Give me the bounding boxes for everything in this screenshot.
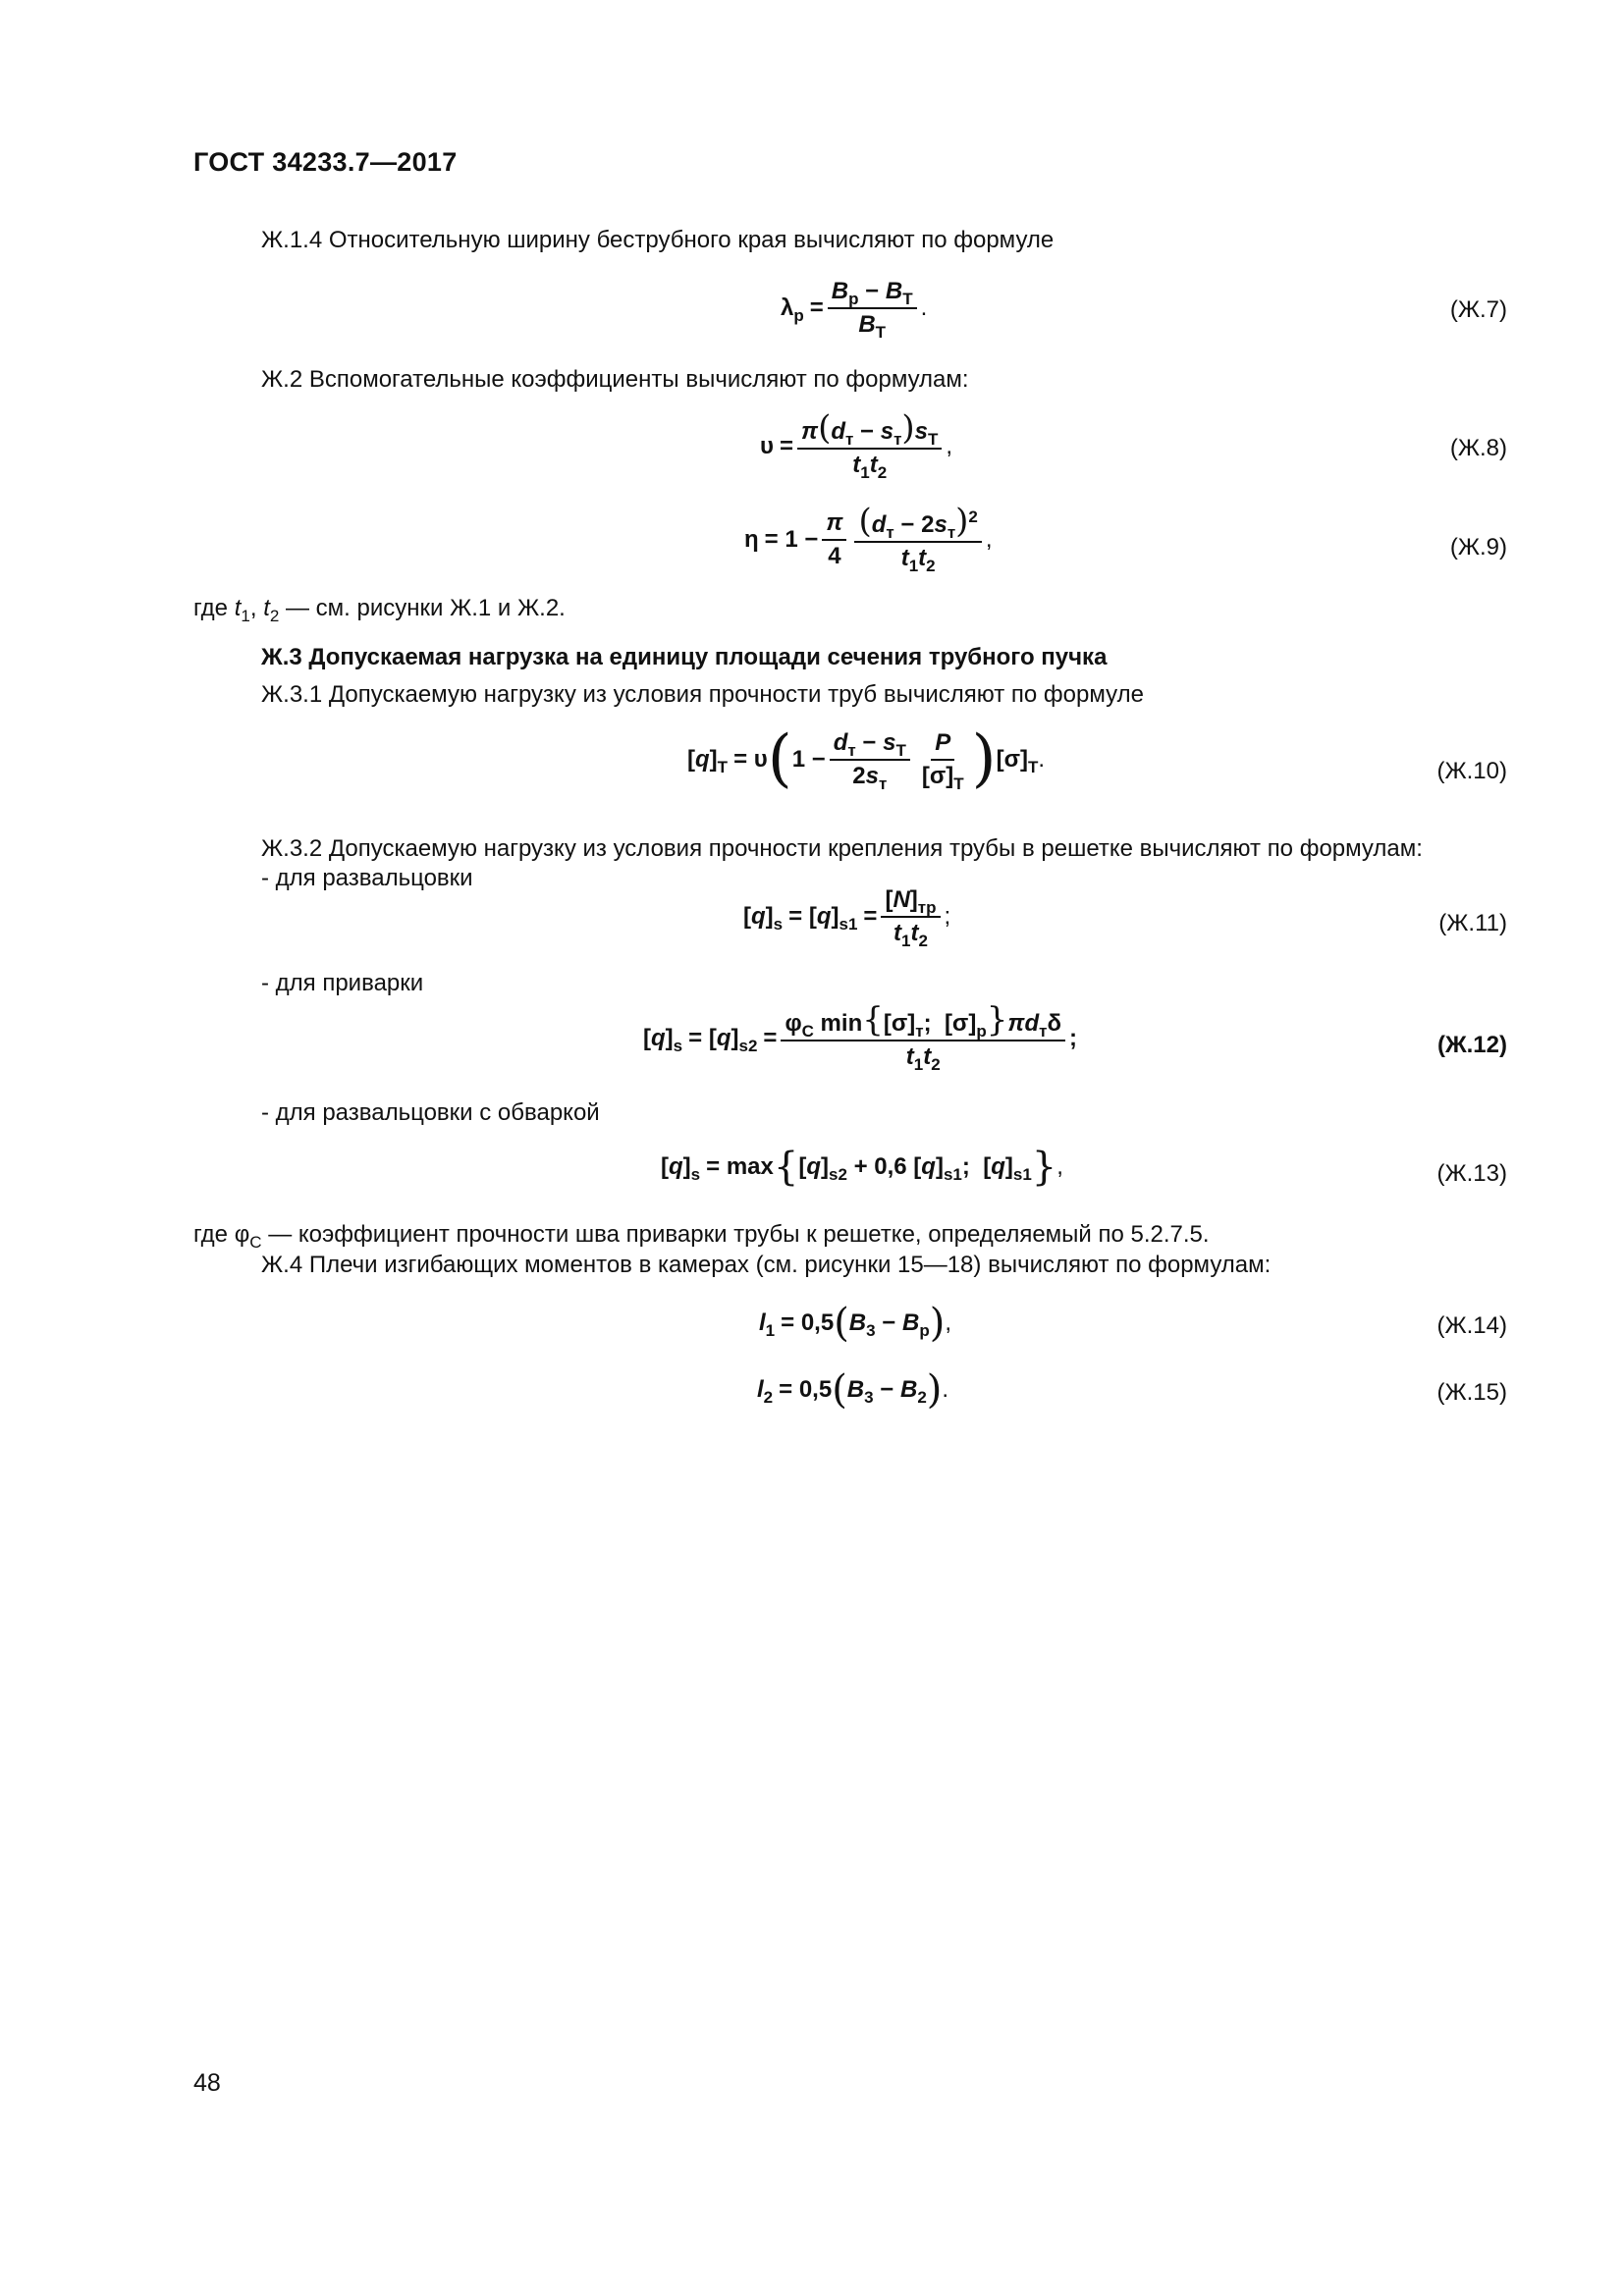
page-number: 48 <box>193 2069 221 2097</box>
symbol-t2-sub: 2 <box>269 607 280 625</box>
list-item-rolling: - для развальцовки <box>261 865 473 891</box>
equation-number-zh-14: (Ж.14) <box>1436 1312 1507 1339</box>
page-header-title: ГОСТ 34233.7—2017 <box>193 147 458 177</box>
equation-number-zh-7: (Ж.7) <box>1449 296 1507 323</box>
list-item-welding: - для приварки <box>261 970 424 996</box>
formula-zh-7: $\lambda_p$ = $\frac{B_p - B_T}{B_T}$ . <box>781 278 928 342</box>
where-prefix: где <box>193 595 235 621</box>
paragraph-zh-1-4: Ж.1.4 Относительную ширину беструбного края вычисляют по формуле <box>261 227 1055 253</box>
symbol-t1: t <box>234 595 242 621</box>
formula-zh-11: $[q]_s$ = $[q]_{s1}$ = $\frac{[N]_{тр}}{t_1t_2}$ ; <box>743 886 951 950</box>
formula-zh-15: $l_2$ = 0,5 ( $B_3 - B_2$ ) . <box>757 1367 949 1413</box>
equation-number-zh-9: (Ж.9) <box>1449 534 1507 561</box>
paragraph-zh-4: Ж.4 Плечи изгибающих моментов в камерах (см. рисунки 15—18) вычисляют по формулам: <box>261 1252 1272 1278</box>
section-heading-zh-3: Ж.3 Допускаемая нагрузка на единицу площади сечения трубного пучка <box>261 644 1108 670</box>
equation-number-zh-13: (Ж.13) <box>1436 1160 1507 1187</box>
formula-zh-13: $[q]_s$ = max { $[q]_{s2} + 0,6$ $[q]_{s1}$; $[q]_{s1}$ } , <box>661 1145 1063 1190</box>
paragraph-where-phi-c <box>193 1220 1210 1250</box>
formula-zh-12: $[q]_s$ = $[q]_{s2}$ = $\frac{\varphi_C \min\{[\sigma]_т; [\sigma]_p\}\pi d_т\delta}{t_1t_2}$ ; <box>643 1000 1078 1074</box>
list-item-rolling-with-welding: - для развальцовки с обваркой <box>261 1099 600 1126</box>
symbol-t1-sub: 1 <box>241 607 250 625</box>
equation-number-zh-15: (Ж.15) <box>1436 1379 1507 1406</box>
where-comma: , <box>249 595 264 621</box>
formula-zh-8: υ = $\frac{\pi(d_т - s_т)s_T}{t_1t_2}$ , <box>760 408 953 482</box>
equation-number-zh-8: (Ж.8) <box>1449 435 1507 461</box>
where-phi-sub: C <box>249 1233 262 1252</box>
where-phi-suffix: — коэффициент прочности шва приварки трубы к решетке, определяемый по 5.2.7.5. <box>261 1221 1210 1248</box>
paragraph-zh-2: Ж.2 Вспомогательные коэффициенты вычисляют по формулам: <box>261 366 969 393</box>
where-suffix: — см. рисунки Ж.1 и Ж.2. <box>279 595 566 621</box>
symbol-t2: t <box>263 595 270 621</box>
equation-number-zh-10: (Ж.10) <box>1436 758 1507 784</box>
paragraph-zh-3-1: Ж.3.1 Допускаемую нагрузку из условия прочности труб вычисляют по формуле <box>261 681 1144 708</box>
formula-zh-9: η = 1 − $\frac{\pi}{4}$ $\frac{(d_т - 2s_т)^2}{t_1t_2}$ , <box>744 502 993 575</box>
where-phi-prefix: где φ <box>193 1221 250 1248</box>
equation-number-zh-11: (Ж.11) <box>1438 910 1507 936</box>
paragraph-where-t1-t2 <box>193 594 566 623</box>
equation-number-zh-12: (Ж.12) <box>1436 1032 1507 1058</box>
formula-zh-14: $l_1$ = 0,5 ( $B_3 - B_p$ ) , <box>759 1301 951 1346</box>
paragraph-zh-3-2: Ж.3.2 Допускаемую нагрузку из условия прочности крепления трубы в решетке вычисляют по формулам: <box>261 835 1423 862</box>
formula-zh-10: $[q]_T$ = υ ( 1 − $\frac{d_т - s_T}{2s_т}$ $\frac{P}{[\sigma]_T}$ ) $[\sigma]_T$ . <box>687 722 1046 796</box>
